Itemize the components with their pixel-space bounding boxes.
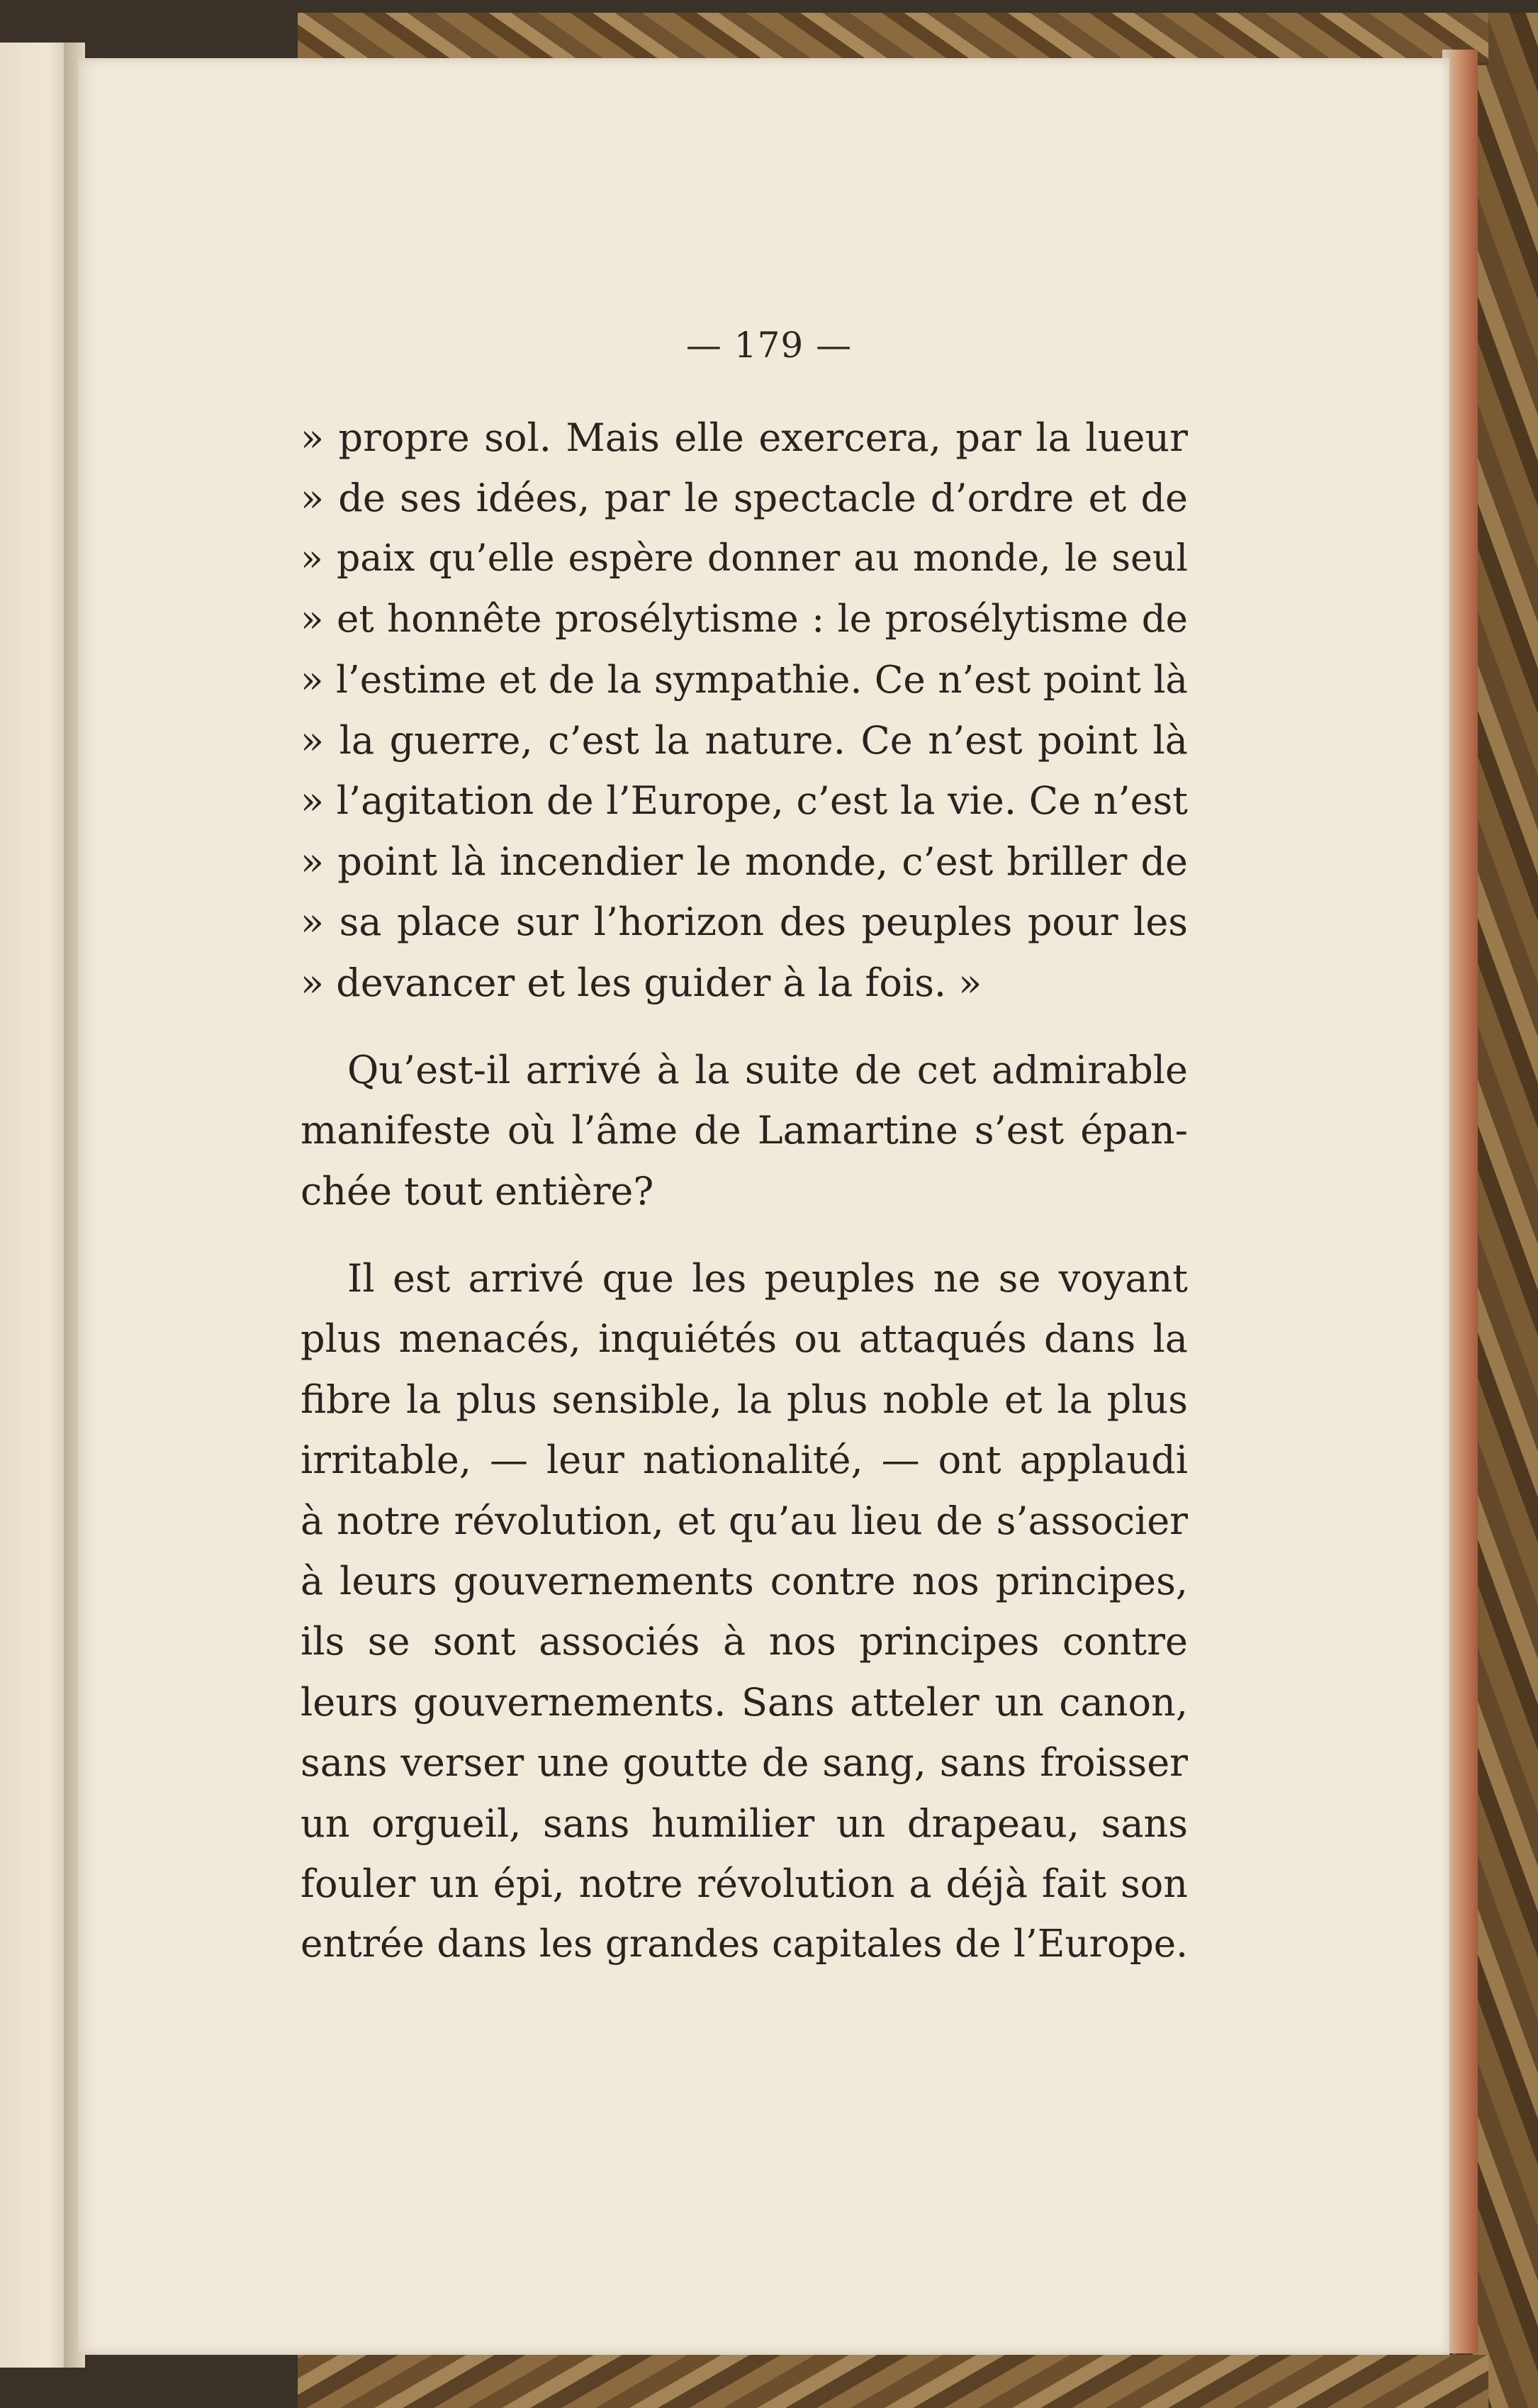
text-line: sans verser une goutte de sang, sans froisser [301,1740,1188,1786]
text-line: » l’agitation de l’Europe, c’est la vie. Ce n’est [301,778,1188,824]
paragraph [301,1248,1188,1975]
text-line: » l’estime et de la sympathie. Ce n’est point là [301,658,1188,702]
page-number: — 179 — [685,325,853,366]
paragraph-gap [301,1013,1188,1040]
marbled-cover-top [298,13,1488,65]
text-line: Qu’est-il arrivé à la suite de cet admirable [347,1047,1188,1092]
text-line: » de ses idées, par le spectacle d’ordre et de [301,476,1188,521]
text-line: chée tout entière? [301,1168,654,1214]
text-line: leurs gouvernements. Sans atteler un canon, [301,1679,1188,1725]
text-line: entrée dans les grandes capitales de l’Europe. [301,1922,1188,1966]
text-line: Il est arrivé que les peuples ne se voyant [347,1256,1188,1301]
text-line: irritable, — leur nationalité, — ont applaudi [301,1438,1188,1483]
text-line: plus menacés, inquiétés ou attaqués dans la [301,1316,1188,1362]
text-line: » point là incendier le monde, c’est briller de [301,839,1188,884]
body-text [301,408,1188,1975]
text-line: un orgueil, sans humilier un drapeau, sans [301,1801,1188,1846]
text-line: fouler un épi, notre révolution a déjà fait son [301,1861,1188,1906]
text-line: à notre révolution, et qu’au lieu de s’associer [301,1498,1188,1543]
text-line: fibre la plus sensible, la plus noble et la plus [301,1377,1188,1422]
text-line: » paix qu’elle espère donner au monde, le seul [301,537,1188,580]
text-line: ils se sont associés à nos principes contre [301,1619,1188,1664]
text-line: » la guerre, c’est la nature. Ce n’est point là [301,717,1188,763]
facing-page-edge [0,43,67,2368]
text-line: » propre sol. Mais elle exercera, par la lueur [301,415,1188,460]
text-line: » devancer et les guider à la fois. » [301,960,982,1005]
text-line: à leurs gouvernements contre nos principes, [301,1559,1188,1604]
text-line: manifeste où l’âme de Lamartine s’est épan- [301,1108,1188,1153]
paragraph-gap [301,1221,1188,1248]
text-line: » et honnête prosélytisme : le prosélytisme de [301,598,1188,642]
text-line: » sa place sur l’horizon des peuples pour les [301,900,1188,945]
paragraph [301,408,1188,1013]
paragraph [301,1040,1188,1221]
marbled-cover-bottom [298,2355,1488,2408]
